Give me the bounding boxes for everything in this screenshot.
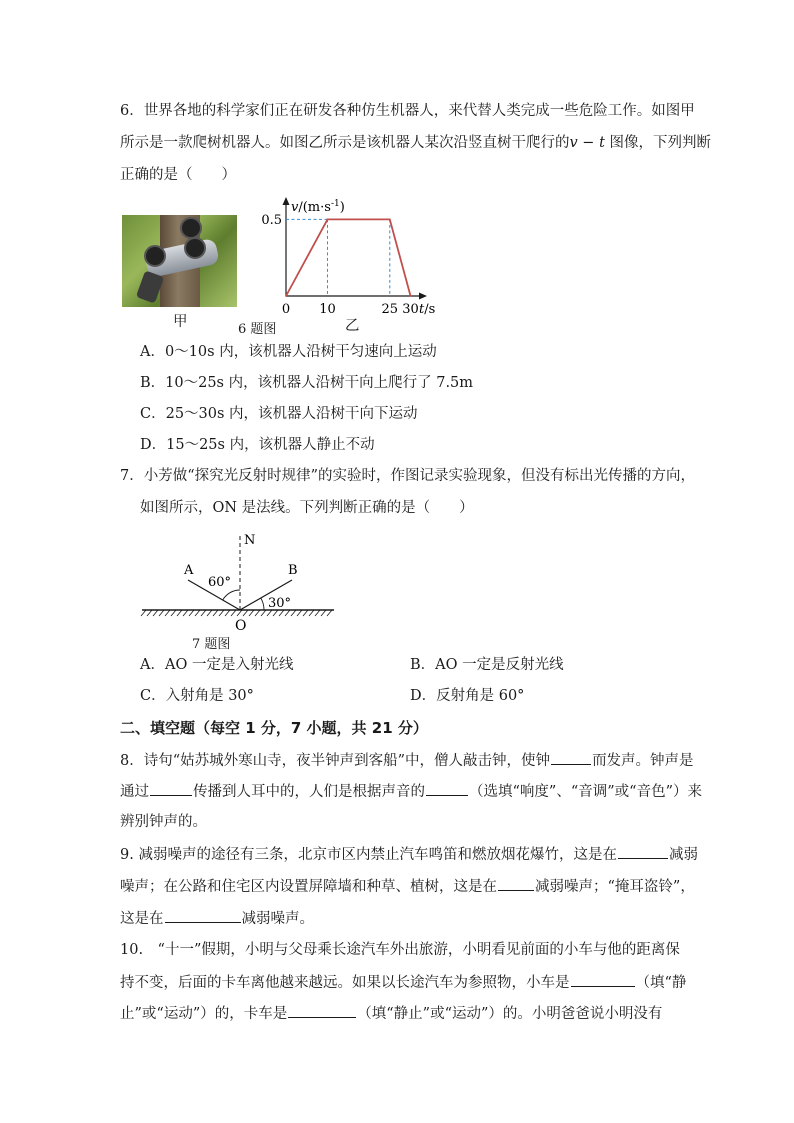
q9-line-1 [120, 844, 698, 865]
q6-line-2-end: 图像，下列判断 [604, 135, 712, 151]
x-axis-label-var: t [419, 302, 425, 317]
y-tick-label: 0.5 [261, 212, 282, 228]
q7-option-b[interactable]: B．AO 一定是反射光线 [410, 657, 564, 673]
hatch-line [165, 610, 170, 616]
q6-option-c[interactable]: C．25～30s 内，该机器人沿树干向下运动 [140, 406, 418, 422]
q6-option-d[interactable]: D．15～25s 内，该机器人静止不动 [140, 437, 375, 453]
hatch-line [219, 610, 224, 616]
q6-vt-t: t [599, 135, 605, 151]
q8-line-2 [120, 781, 702, 802]
y-axis-label [291, 199, 345, 215]
hatch-line [207, 610, 212, 616]
q9-text: 减弱噪声。 [241, 911, 314, 927]
y-axis-label-exp: -1 [330, 199, 340, 209]
q10-line-1: 10. “十一”假期，小明与父母乘长途汽车外出旅游，小明看见前面的小车与他的距离保 [120, 942, 680, 958]
q10-text: （填“静 [635, 975, 687, 991]
q9-text: 噪声；在公路和住宅区内设置屏障墙和种草、植树，这是在 [120, 879, 497, 895]
hatch-line [159, 610, 164, 616]
hatch-line [255, 610, 260, 616]
hatch-line [195, 610, 200, 616]
q9-line-3 [120, 908, 314, 929]
robot-wheel [144, 245, 166, 267]
q8-line-1 [120, 750, 694, 771]
q7-line-1: 7．小芳做“探究光反射时规律”的实验时，作图记录实验现象，但没有标出光传播的方向， [120, 468, 696, 484]
q10-text: 持不变，后面的卡车离他越来越远。如果以长途汽车为参照物，小车是 [120, 975, 570, 991]
q10-line-2 [120, 972, 686, 993]
q10-line-3 [120, 1003, 662, 1024]
angle-arc-60 [223, 590, 240, 600]
hatch-line [147, 610, 152, 616]
section-2-heading: 二、填空题（每空 1 分，7 小题，共 21 分） [120, 719, 428, 737]
y-axis-arrow [283, 197, 290, 205]
hatch-line [177, 610, 182, 616]
robot-wheel [184, 237, 206, 259]
angle-arc-30 [261, 598, 264, 610]
y-axis-label-var: v [291, 200, 299, 215]
q10-blank-1[interactable] [571, 972, 635, 987]
reflection-diagram [138, 528, 338, 643]
q6-option-a[interactable]: A．0～10s 内，该机器人沿树干匀速向上运动 [140, 344, 437, 360]
hatch-line [261, 610, 266, 616]
hatch-line [237, 610, 242, 616]
hatch-line [213, 610, 218, 616]
hatch-line [171, 610, 176, 616]
q6-line-2 [120, 133, 711, 153]
label-b: B [288, 563, 298, 578]
q6-line-3: 正确的是（ ） [120, 167, 236, 183]
vt-series-line [286, 219, 411, 296]
robot-wheel [180, 217, 202, 239]
label-a: A [184, 563, 194, 578]
q8-text: 而发声。钟声是 [592, 753, 694, 769]
vt-point-3 [410, 295, 412, 297]
x-axis-arrow [419, 293, 427, 300]
angle-label-30: 30° [268, 596, 292, 611]
hatch-line [315, 610, 320, 616]
hatch-line [141, 610, 146, 616]
q7-option-c[interactable]: C．入射角是 30° [140, 688, 254, 704]
hatch-line [189, 610, 194, 616]
q6-vt-dash: − [577, 135, 600, 151]
hatch-line [243, 610, 248, 616]
vt-point-0 [285, 295, 287, 297]
q8-text: 传播到人耳中的，人们是根据声音的 [193, 784, 425, 800]
q7-option-a[interactable]: A．AO 一定是入射光线 [140, 657, 294, 673]
q9-blank-2[interactable] [498, 876, 534, 891]
vt-point-2 [389, 218, 391, 220]
fig-yi-label: 乙 [345, 318, 360, 334]
q9-text: 减弱噪声；“掩耳盗铃”， [535, 879, 695, 895]
hatch-line [291, 610, 296, 616]
hatch-line [201, 610, 206, 616]
fig7-caption: 7 题图 [192, 637, 231, 652]
hatch-line [321, 610, 326, 616]
hatch-line [327, 610, 332, 616]
hatch-line [153, 610, 158, 616]
q7-line-2: 如图所示，ON 是法线。下列判断正确的是（ ） [140, 500, 474, 516]
origin-label: 0 [281, 302, 291, 317]
q9-text: 9. 减弱噪声的途径有三条，北京市区内禁止汽车鸣笛和燃放烟花爆竹，这是在 [120, 847, 617, 863]
vt-point-1 [327, 218, 329, 220]
label-o: O [235, 618, 247, 634]
hatch-line [297, 610, 302, 616]
q9-text: 减弱 [668, 847, 698, 863]
y-axis-label-unit: /(m·s [298, 200, 331, 215]
q8-text: 8．诗句“姑苏城外寒山寺，夜半钟声到客船”中，僧人敲击钟，使钟 [120, 753, 551, 769]
q9-blank-3[interactable] [165, 908, 241, 923]
x-tick-label: 30 [402, 302, 419, 317]
x-tick-label: 25 [381, 302, 399, 317]
q8-blank-2[interactable] [150, 781, 192, 796]
q8-text: 通过 [120, 784, 149, 800]
hatch-line [183, 610, 188, 616]
q8-blank-1[interactable] [551, 750, 591, 765]
x-tick-label: 10 [319, 302, 336, 317]
fig-jia-label: 甲 [173, 314, 188, 330]
x-axis-label-unit: /s [424, 302, 436, 317]
fig6-caption: 6 题图 [238, 322, 277, 337]
hatch-line [309, 610, 314, 616]
robot-photo [122, 215, 237, 307]
x-axis-label [419, 302, 435, 317]
q6-option-b[interactable]: B．10～25s 内，该机器人沿树干向上爬行了 7.5m [140, 375, 474, 391]
hatch-line [225, 610, 230, 616]
q6-vt-v: v [569, 135, 578, 151]
y-axis-label-close: ) [339, 200, 345, 215]
q6-line-2-text: 所示是一款爬树机器人。如图乙所示是该机器人某次沿竖直树干爬行的 [120, 135, 570, 151]
mirror-hatching [141, 610, 332, 616]
hatch-line [249, 610, 254, 616]
q9-line-2 [120, 876, 695, 897]
q7-option-d[interactable]: D．反射角是 60° [410, 688, 525, 704]
q8-blank-3[interactable] [426, 781, 468, 796]
hatch-line [231, 610, 236, 616]
q9-blank-1[interactable] [618, 844, 668, 859]
q10-blank-2[interactable] [288, 1003, 356, 1018]
q8-line-3: 辨别钟声的。 [120, 814, 207, 830]
angle-label-60: 60° [208, 575, 232, 590]
hatch-line [303, 610, 308, 616]
q9-text: 这是在 [120, 911, 164, 927]
label-n: N [244, 533, 256, 548]
q10-text: 止”或“运动”）的，卡车是 [120, 1006, 288, 1022]
q10-text: （填“静止”或“运动”）的。小明爸爸说小明没有 [357, 1006, 663, 1022]
q6-line-1: 6．世界各地的科学家们正在研发各种仿生机器人，来代替人类完成一些危险工作。如图甲 [120, 103, 695, 119]
q8-text: （选填“响度”、“音调”或“音色”）来 [469, 784, 702, 800]
vt-graph [255, 195, 455, 325]
